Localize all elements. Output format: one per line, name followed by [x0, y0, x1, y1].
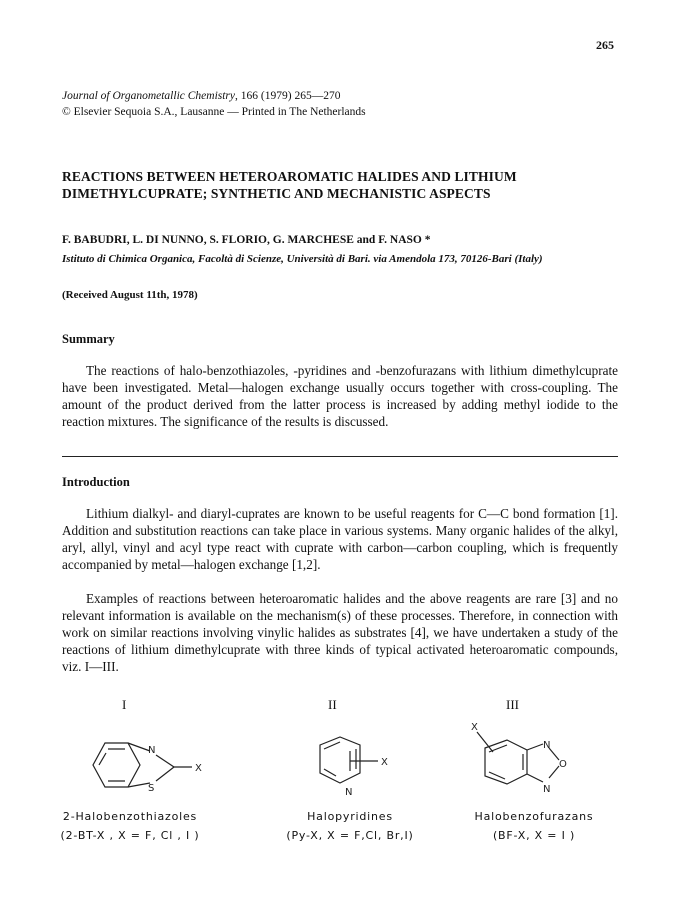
compound-i-name: 2-Halobenzothiazoles: [62, 810, 198, 823]
affiliation: Istituto di Chimica Organica, Facoltà di Scienze, Università di Bari. via Amendola 173, 70126-Bari (Italy): [62, 253, 543, 265]
article-title: REACTIONS BETWEEN HETEROAROMATIC HALIDES AND LITHIUM DIMETHYLCUPRATE; SYNTHETIC AND MECHANISTIC ASPECTS: [62, 169, 517, 201]
atom-n-bottom: N: [543, 784, 551, 795]
introduction-heading: Introduction: [62, 475, 130, 489]
atom-n: N: [345, 787, 353, 798]
author-list: F. BABUDRI, L. DI NUNNO, S. FLORIO, G. MARCHESE and F. NASO *: [62, 234, 431, 246]
atom-x: X: [471, 722, 478, 733]
introduction-paragraph-1: Lithium dialkyl- and diaryl-cuprates are known to be useful reagents for C—C bond formation [1]. Addition and substitution reactions can take place in various systems. Many organic halides of the alkyl, aryl, allyl, vinyl and acyl type react with cuprate with carbon—carbon coupling, which is frequently accompanied by metal—halogen exchange [1,2].: [62, 506, 618, 572]
atom-o: O: [559, 759, 567, 770]
introduction-paragraph-2: Examples of reactions between heteroaromatic halides and the above reagents are rare [3] and no relevant information is available on the mechanism(s) of these processes. Therefore, in connection with work on similar reactions involving vinylic halides as substrates [4], we have undertaken a study of the reactions of lithium dimethylcuprate with three kinds of typical activated heteroaromatic compounds, viz. I—III.: [62, 591, 618, 674]
benzofurazan-structure: [455, 718, 605, 808]
section-divider: [62, 456, 618, 457]
journal-citation: , 166 (1979) 265—270: [235, 90, 341, 102]
page-number: 265: [596, 38, 614, 52]
compound-numeral-ii: II: [328, 697, 337, 712]
atom-s: S: [148, 783, 155, 794]
compound-iii-name: Halobenzofurazans: [474, 810, 594, 823]
atom-x: X: [195, 763, 202, 774]
journal-name: Journal of Organometallic Chemistry: [62, 90, 236, 102]
compound-iii-caption: [448, 807, 620, 845]
atom-n-top: N: [543, 740, 551, 751]
compound-ii-caption: [262, 807, 438, 845]
compound-numeral-i: I: [122, 697, 127, 712]
received-date: (Received August 11th, 1978): [62, 289, 198, 301]
compound-ii-name: Halopyridines: [307, 810, 393, 823]
journal-header: [62, 88, 366, 120]
compound-numeral-iii: III: [506, 697, 519, 712]
compound-iii-formula: (BF-X, X = I ): [492, 829, 576, 842]
compound-ii-formula: (Py-X, X = F,Cl, Br,I): [286, 829, 414, 842]
compound-i-formula: (2-BT-X , X = F, Cl , I ): [60, 829, 200, 842]
summary-text: The reactions of halo-benzothiazoles, -pyridines and -benzofurazans with lithium dimethylcuprate have been investigated. Metal—halogen exchange usually occurs together with cross-coupling. The amount of the product derived from the latter process is increased by adding methyl iodide to the reaction mixtures. The significance of the results is discussed.: [62, 363, 618, 429]
pyridine-structure: [290, 725, 410, 805]
atom-n: N: [148, 745, 156, 756]
atom-x: X: [381, 757, 388, 768]
publisher-line: © Elsevier Sequoia S.A., Lausanne — Printed in The Netherlands: [62, 106, 366, 118]
compound-i-caption: [50, 807, 210, 845]
summary-heading: Summary: [62, 332, 115, 346]
benzothiazole-structure: [70, 725, 230, 805]
